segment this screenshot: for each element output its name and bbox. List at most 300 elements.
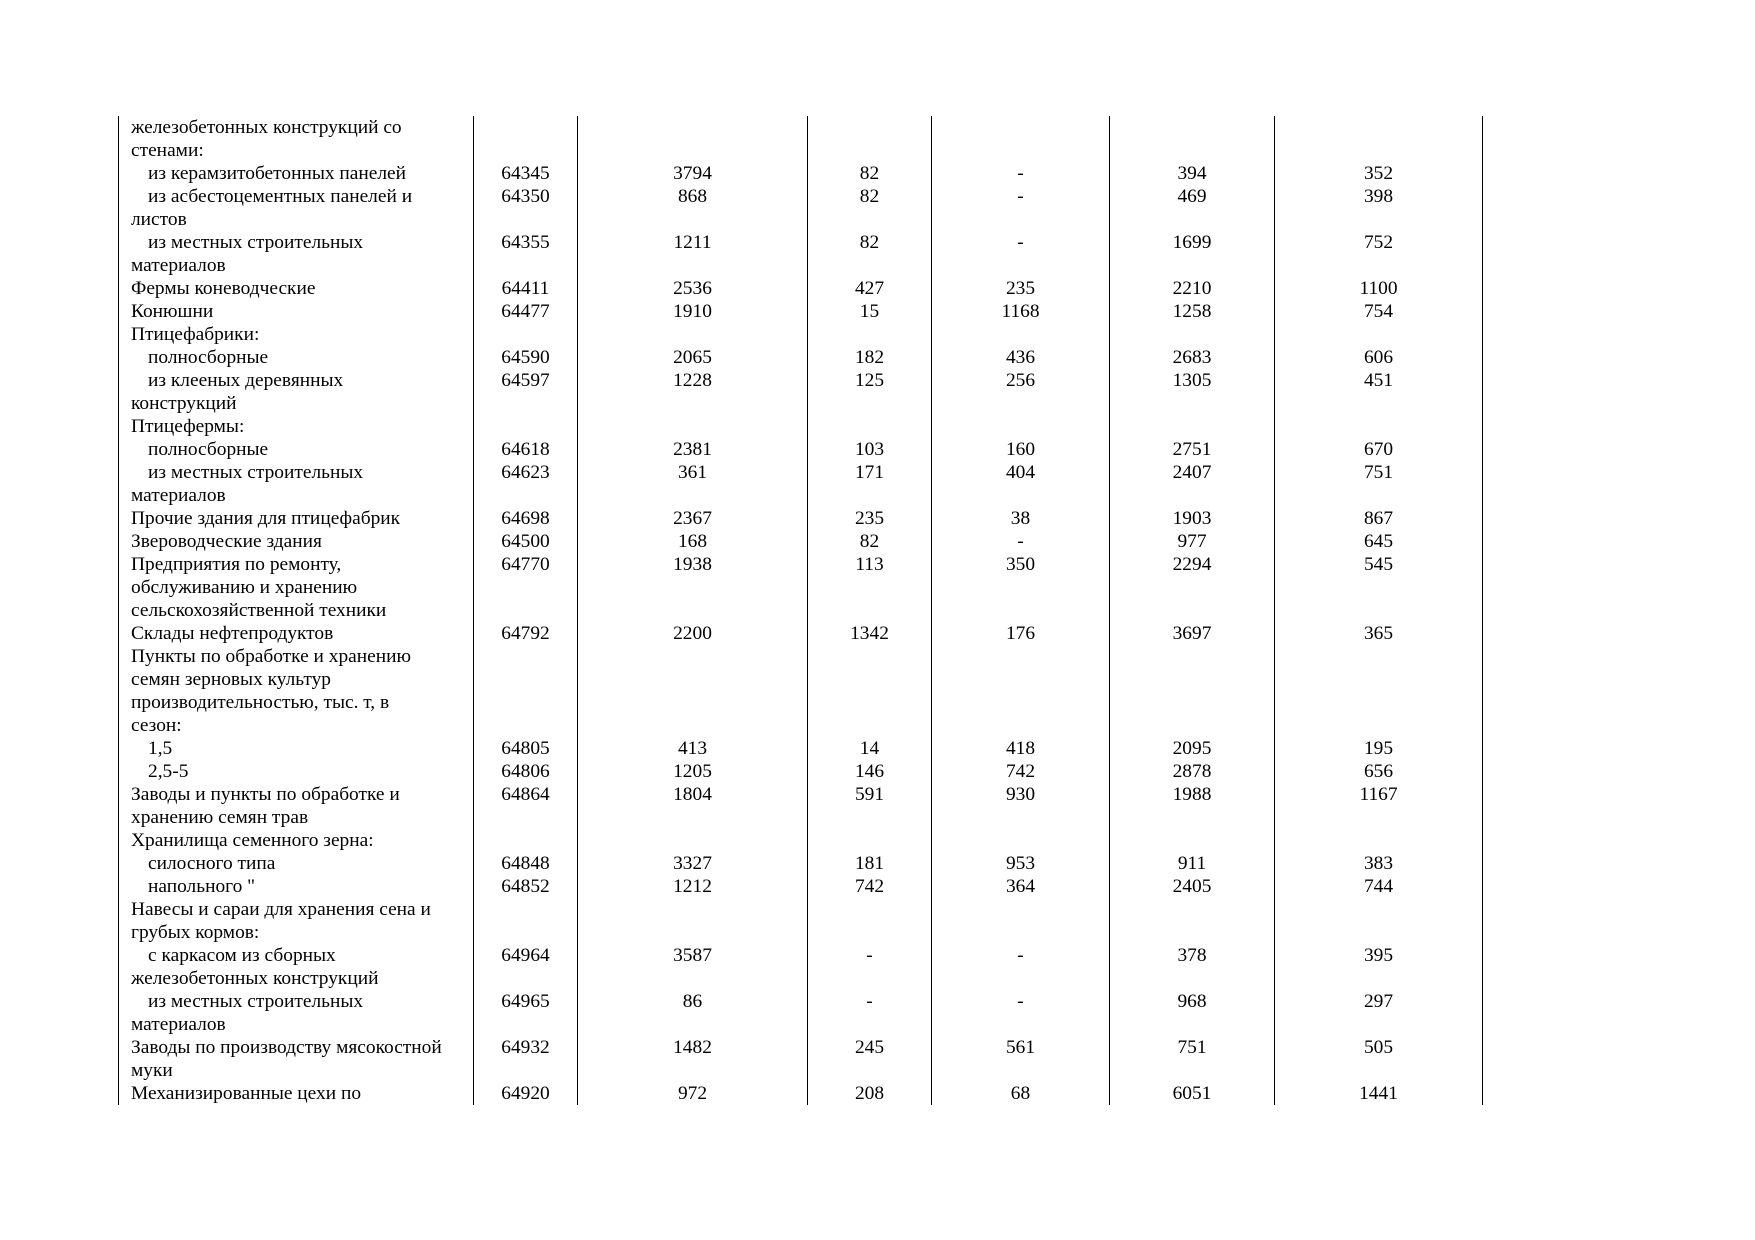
value-cell: 436 (932, 346, 1110, 369)
value-cell (474, 576, 578, 599)
value-cell: 64792 (474, 622, 578, 645)
value-cell: 103 (808, 438, 932, 461)
value-cell (932, 599, 1110, 622)
value-cell (578, 599, 808, 622)
value-cell (932, 898, 1110, 921)
value-cell (474, 116, 578, 139)
value-cell (932, 139, 1110, 162)
value-cell (808, 921, 932, 944)
value-cell: 86 (578, 990, 808, 1013)
value-cell (1110, 392, 1275, 415)
value-cell: 3327 (578, 852, 808, 875)
row-label-cell: из местных строительных (119, 461, 474, 484)
value-cell (932, 806, 1110, 829)
row-label-cell: силосного типа (119, 852, 474, 875)
value-cell (1275, 599, 1483, 622)
value-cell (578, 116, 808, 139)
value-cell (808, 714, 932, 737)
value-cell (932, 323, 1110, 346)
value-cell: 972 (578, 1082, 808, 1105)
value-cell (578, 714, 808, 737)
value-cell: 427 (808, 277, 932, 300)
table-row (119, 300, 1483, 323)
table-row (119, 323, 1483, 346)
table-row (119, 829, 1483, 852)
table-row (119, 553, 1483, 576)
table-row (119, 760, 1483, 783)
value-cell: 2407 (1110, 461, 1275, 484)
table-row (119, 806, 1483, 829)
value-cell: 64618 (474, 438, 578, 461)
value-cell: 82 (808, 530, 932, 553)
value-cell: 15 (808, 300, 932, 323)
row-label-cell: из местных строительных (119, 231, 474, 254)
value-cell (1110, 254, 1275, 277)
row-label-cell: Птицефабрики: (119, 323, 474, 346)
value-cell: 1205 (578, 760, 808, 783)
value-cell (808, 323, 932, 346)
table-row (119, 714, 1483, 737)
value-cell: 6051 (1110, 1082, 1275, 1105)
value-cell: 1167 (1275, 783, 1483, 806)
value-cell: 2405 (1110, 875, 1275, 898)
value-cell: 2683 (1110, 346, 1275, 369)
table-row (119, 783, 1483, 806)
value-cell: 64411 (474, 277, 578, 300)
table-row (119, 944, 1483, 967)
value-cell: 64623 (474, 461, 578, 484)
row-label-cell: полносборные (119, 346, 474, 369)
value-cell (932, 967, 1110, 990)
value-cell: 751 (1275, 461, 1483, 484)
value-cell (932, 714, 1110, 737)
value-cell: 752 (1275, 231, 1483, 254)
table-row (119, 990, 1483, 1013)
table-row (119, 737, 1483, 760)
value-cell: 2878 (1110, 760, 1275, 783)
value-cell (1110, 806, 1275, 829)
value-cell (578, 668, 808, 691)
value-cell (578, 898, 808, 921)
table-row (119, 185, 1483, 208)
value-cell (578, 576, 808, 599)
value-cell: 361 (578, 461, 808, 484)
value-cell: 1211 (578, 231, 808, 254)
value-cell (1275, 208, 1483, 231)
value-cell: 1212 (578, 875, 808, 898)
value-cell (808, 139, 932, 162)
table-row (119, 599, 1483, 622)
value-cell (1110, 714, 1275, 737)
value-cell (578, 484, 808, 507)
value-cell: 64590 (474, 346, 578, 369)
value-cell: 868 (578, 185, 808, 208)
value-cell (474, 921, 578, 944)
row-label-cell: Конюшни (119, 300, 474, 323)
value-cell (1275, 1059, 1483, 1082)
value-cell: 208 (808, 1082, 932, 1105)
table-row (119, 852, 1483, 875)
value-cell: 82 (808, 231, 932, 254)
value-cell: 742 (808, 875, 932, 898)
value-cell: 82 (808, 162, 932, 185)
value-cell: 64805 (474, 737, 578, 760)
value-cell: 3794 (578, 162, 808, 185)
value-cell: 146 (808, 760, 932, 783)
value-cell (1110, 668, 1275, 691)
value-cell: 395 (1275, 944, 1483, 967)
value-cell (1110, 1013, 1275, 1036)
value-cell: 64806 (474, 760, 578, 783)
value-cell (808, 691, 932, 714)
value-cell (578, 645, 808, 668)
table-row (119, 116, 1483, 139)
value-cell: 3697 (1110, 622, 1275, 645)
value-cell: 64698 (474, 507, 578, 530)
value-cell: 168 (578, 530, 808, 553)
row-label-cell: Заводы по производству мясокостной (119, 1036, 474, 1059)
value-cell (1275, 898, 1483, 921)
value-cell: 245 (808, 1036, 932, 1059)
row-label-cell: Прочие здания для птицефабрик (119, 507, 474, 530)
value-cell (578, 323, 808, 346)
value-cell (578, 415, 808, 438)
value-cell (474, 829, 578, 852)
value-cell: 125 (808, 369, 932, 392)
value-cell: 670 (1275, 438, 1483, 461)
value-cell (808, 1013, 932, 1036)
row-label-cell: материалов (119, 254, 474, 277)
value-cell (474, 1059, 578, 1082)
value-cell: 1910 (578, 300, 808, 323)
table-row (119, 898, 1483, 921)
table-row (119, 1059, 1483, 1082)
value-cell (808, 392, 932, 415)
value-cell (474, 139, 578, 162)
value-cell (808, 806, 932, 829)
table-row (119, 576, 1483, 599)
value-cell: 2751 (1110, 438, 1275, 461)
value-cell (808, 829, 932, 852)
value-cell (578, 139, 808, 162)
table-body (119, 116, 1483, 1105)
value-cell (808, 898, 932, 921)
value-cell: 2095 (1110, 737, 1275, 760)
row-label-cell: обслуживанию и хранению (119, 576, 474, 599)
value-cell (1110, 576, 1275, 599)
row-label-cell: железобетонных конструкций со (119, 116, 474, 139)
table-row (119, 507, 1483, 530)
value-cell: - (932, 185, 1110, 208)
value-cell (932, 829, 1110, 852)
value-cell: - (932, 990, 1110, 1013)
row-label-cell: полносборные (119, 438, 474, 461)
value-cell: 1342 (808, 622, 932, 645)
row-label-cell: материалов (119, 484, 474, 507)
value-cell: 1100 (1275, 277, 1483, 300)
value-cell: - (932, 530, 1110, 553)
value-cell (474, 967, 578, 990)
value-cell (578, 208, 808, 231)
value-cell (808, 576, 932, 599)
value-cell: 235 (932, 277, 1110, 300)
value-cell: 2294 (1110, 553, 1275, 576)
value-cell (474, 691, 578, 714)
value-cell (808, 599, 932, 622)
value-cell (1275, 116, 1483, 139)
row-label-cell: Навесы и сараи для хранения сена и (119, 898, 474, 921)
value-cell (1275, 691, 1483, 714)
value-cell: 64864 (474, 783, 578, 806)
value-cell: - (808, 944, 932, 967)
value-cell (1275, 806, 1483, 829)
row-label-cell: Звероводческие здания (119, 530, 474, 553)
value-cell (1275, 254, 1483, 277)
value-cell (1110, 116, 1275, 139)
value-cell: 744 (1275, 875, 1483, 898)
value-cell: 606 (1275, 346, 1483, 369)
row-label-cell: семян зерновых культур (119, 668, 474, 691)
value-cell: 413 (578, 737, 808, 760)
value-cell: 256 (932, 369, 1110, 392)
table-row (119, 139, 1483, 162)
value-cell: 953 (932, 852, 1110, 875)
row-label-cell: Пункты по обработке и хранению (119, 645, 474, 668)
row-label-cell: Заводы и пункты по обработке и (119, 783, 474, 806)
value-cell (1275, 139, 1483, 162)
row-label-cell: сезон: (119, 714, 474, 737)
value-cell (808, 254, 932, 277)
value-cell: 365 (1275, 622, 1483, 645)
value-cell: 1903 (1110, 507, 1275, 530)
value-cell (1275, 714, 1483, 737)
row-label-cell: из асбестоцементных панелей и (119, 185, 474, 208)
row-label-cell: Склады нефтепродуктов (119, 622, 474, 645)
table-row (119, 346, 1483, 369)
row-label-cell: производительностью, тыс. т, в (119, 691, 474, 714)
value-cell (474, 1013, 578, 1036)
value-cell (474, 806, 578, 829)
value-cell (1275, 921, 1483, 944)
row-label-cell: с каркасом из сборных (119, 944, 474, 967)
value-cell (932, 691, 1110, 714)
value-cell (474, 484, 578, 507)
row-label-cell: Фермы коневодческие (119, 277, 474, 300)
table-row (119, 438, 1483, 461)
value-cell: 656 (1275, 760, 1483, 783)
table-row (119, 668, 1483, 691)
value-cell: 968 (1110, 990, 1275, 1013)
row-label-cell: материалов (119, 1013, 474, 1036)
value-cell (578, 921, 808, 944)
value-cell (474, 714, 578, 737)
value-cell: - (932, 162, 1110, 185)
value-cell (932, 484, 1110, 507)
value-cell: 64848 (474, 852, 578, 875)
table-row (119, 415, 1483, 438)
value-cell (1275, 415, 1483, 438)
value-cell: 1168 (932, 300, 1110, 323)
value-cell: - (808, 990, 932, 1013)
table-row (119, 369, 1483, 392)
value-cell (474, 599, 578, 622)
value-cell: 469 (1110, 185, 1275, 208)
value-cell (808, 484, 932, 507)
value-cell: 2210 (1110, 277, 1275, 300)
value-cell (1275, 967, 1483, 990)
value-cell: 1938 (578, 553, 808, 576)
value-cell: 64965 (474, 990, 578, 1013)
value-cell (578, 254, 808, 277)
value-cell: 930 (932, 783, 1110, 806)
value-cell: 64770 (474, 553, 578, 576)
row-label-cell: Птицефермы: (119, 415, 474, 438)
value-cell (1275, 576, 1483, 599)
value-cell: 64350 (474, 185, 578, 208)
value-cell: 64920 (474, 1082, 578, 1105)
value-cell (1110, 208, 1275, 231)
value-cell (932, 208, 1110, 231)
value-cell: 561 (932, 1036, 1110, 1059)
table-row (119, 875, 1483, 898)
value-cell: 176 (932, 622, 1110, 645)
value-cell: 82 (808, 185, 932, 208)
value-cell: 545 (1275, 553, 1483, 576)
value-cell: 404 (932, 461, 1110, 484)
table-row (119, 921, 1483, 944)
value-cell (474, 645, 578, 668)
value-cell: 1258 (1110, 300, 1275, 323)
value-cell: 1988 (1110, 783, 1275, 806)
value-cell: 64477 (474, 300, 578, 323)
value-cell (808, 1059, 932, 1082)
row-label-cell: Механизированные цехи по (119, 1082, 474, 1105)
value-cell: 383 (1275, 852, 1483, 875)
value-cell (1275, 668, 1483, 691)
table-row (119, 1082, 1483, 1105)
value-cell: 2367 (578, 507, 808, 530)
value-cell (474, 415, 578, 438)
value-cell: - (932, 231, 1110, 254)
table-row (119, 967, 1483, 990)
value-cell (932, 645, 1110, 668)
table-row (119, 392, 1483, 415)
value-cell (932, 1013, 1110, 1036)
value-cell: 182 (808, 346, 932, 369)
table-row (119, 277, 1483, 300)
table-row (119, 254, 1483, 277)
value-cell (932, 668, 1110, 691)
value-cell: 2536 (578, 277, 808, 300)
value-cell: 1804 (578, 783, 808, 806)
value-cell (1110, 484, 1275, 507)
row-label-cell: 1,5 (119, 737, 474, 760)
value-cell: 2200 (578, 622, 808, 645)
value-cell (1110, 1059, 1275, 1082)
value-cell: 977 (1110, 530, 1275, 553)
value-cell (1275, 829, 1483, 852)
row-label-cell: стенами: (119, 139, 474, 162)
value-cell: 1699 (1110, 231, 1275, 254)
value-cell (1110, 415, 1275, 438)
row-label-cell: Хранилища семенного зерна: (119, 829, 474, 852)
value-cell (578, 392, 808, 415)
value-cell: 505 (1275, 1036, 1483, 1059)
value-cell: 64597 (474, 369, 578, 392)
value-cell (1110, 691, 1275, 714)
row-label-cell: железобетонных конструкций (119, 967, 474, 990)
value-cell (578, 1013, 808, 1036)
value-cell: 64500 (474, 530, 578, 553)
value-cell: 64355 (474, 231, 578, 254)
value-cell: 14 (808, 737, 932, 760)
value-cell: 3587 (578, 944, 808, 967)
value-cell: 2381 (578, 438, 808, 461)
value-cell: 1441 (1275, 1082, 1483, 1105)
value-cell: 1482 (578, 1036, 808, 1059)
value-cell (1275, 392, 1483, 415)
row-label-cell: из керамзитобетонных панелей (119, 162, 474, 185)
value-cell: 352 (1275, 162, 1483, 185)
value-cell (474, 323, 578, 346)
value-cell: 195 (1275, 737, 1483, 760)
row-label-cell: хранению семян трав (119, 806, 474, 829)
value-cell: 754 (1275, 300, 1483, 323)
value-cell (808, 645, 932, 668)
value-cell: 378 (1110, 944, 1275, 967)
value-cell (1110, 898, 1275, 921)
value-cell (808, 967, 932, 990)
value-cell: 394 (1110, 162, 1275, 185)
value-cell: 1305 (1110, 369, 1275, 392)
row-label-cell: муки (119, 1059, 474, 1082)
value-cell: 113 (808, 553, 932, 576)
value-cell (1110, 829, 1275, 852)
value-cell (578, 1059, 808, 1082)
value-cell: 2065 (578, 346, 808, 369)
row-label-cell: из местных строительных (119, 990, 474, 1013)
table-row (119, 645, 1483, 668)
value-cell (578, 691, 808, 714)
value-cell: 751 (1110, 1036, 1275, 1059)
value-cell (474, 392, 578, 415)
value-cell: 451 (1275, 369, 1483, 392)
value-cell: 297 (1275, 990, 1483, 1013)
table-row (119, 530, 1483, 553)
value-cell: 38 (932, 507, 1110, 530)
value-cell (932, 576, 1110, 599)
value-cell (932, 116, 1110, 139)
row-label-cell: 2,5-5 (119, 760, 474, 783)
value-cell (808, 668, 932, 691)
value-cell: 398 (1275, 185, 1483, 208)
value-cell (578, 829, 808, 852)
table-row (119, 461, 1483, 484)
value-cell: 235 (808, 507, 932, 530)
table-row (119, 208, 1483, 231)
value-cell: 64852 (474, 875, 578, 898)
value-cell: 742 (932, 760, 1110, 783)
value-cell: 418 (932, 737, 1110, 760)
value-cell (474, 668, 578, 691)
row-label-cell: Предприятия по ремонту, (119, 553, 474, 576)
value-cell (474, 208, 578, 231)
value-cell (1110, 323, 1275, 346)
value-cell: 364 (932, 875, 1110, 898)
value-cell: - (932, 944, 1110, 967)
value-cell (808, 415, 932, 438)
value-cell (578, 967, 808, 990)
